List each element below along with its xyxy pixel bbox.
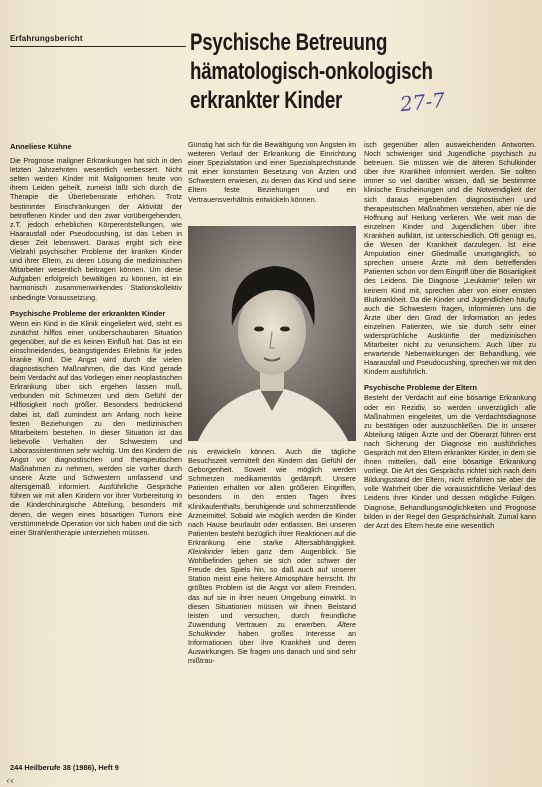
- handwritten-note: 27-7: [398, 87, 447, 117]
- header-rule: [10, 46, 186, 47]
- children-paragraph: Wenn ein Kind in die Klinik eingeliefert wird, steht es zunächst hilflos einer unüberschaubaren Situation gegenüber, auf die es keinen Einfluß hat. Das ist ein einschneidendes, beängstigendes Erlebnis für jedes kranke Kind. Die Angst wird durch die vielen diagnostischen Maßnahmen, die das Kind gerade beim Verdacht auf das Vorliegen einer neoplastischen Erkrankung über sich ergehen lassen muß, verbunden mit Schmerzen und dem Gefühl der Hilflosigkeit noch größer. Besonders bedrückend dabei ist, daß zumindest am Anfang noch keine festen Beziehungen zu den medizinischen Mitarbeitern bestehen. In dieser Situation ist das liebevolle Verhalten der Schwestern und Laborassistentinnen sehr wichtig. Um den Kindern die Angst vor diagnostischen und therapeutischen Maßnahmen zu nehmen, werden sie vorher durch unsere Ärzte und Schwestern umfassend und altersgemäß informiert. Ausführliche Gespräche führen wir mit allen Kindern vor ihrer Vorbereitung in die Kinderchirurgische Abteilung, besonders mit denen, die wegen eines bösartigen Tumors eine verstümmelnde Operation vor sich haben und die sich einer Strahlentherapie unterziehen müssen.: [10, 318, 182, 537]
- col2-bottom-paragraph: [188, 447, 356, 665]
- headline-line-2: hämatologisch-onkologisch: [190, 58, 433, 85]
- headline-line-3: erkrankter Kinder: [190, 87, 343, 114]
- intro-paragraph: Die Prognose maligner Erkrankungen hat sich in den letzten Jahrzehnten wesentlich verbessert. Nicht selten werden Kinder mit Malignomen heute von ihrem Leiden geheilt, zumeist läßt sich durch die Therapie die Überlebensrate erhöhen. Trotz bestimmter Einschränkungen der Aktivität der betroffenen Kinder und den zwar vorübergehenden, z.T. jedoch erheblichen Körperentstellungen, wie Haarausfall oder Pseudocushing, ist das Leben in dieser Zeit lebenswert. Daraus ergibt sich eine Vielzahl psychischer Probleme der kranken Kinder und ihrer Eltern, zu deren Lösung die medizinischen Mitarbeiter wesentlich beitragen können. Um diese Aufgaben erfolgreich bewältigen zu können, ist ein harmonisch zusammenwirkendes Stationskollektiv unbedingte Voraussetzung.: [10, 156, 182, 302]
- section-heading-parents: Psychische Probleme der Eltern: [364, 383, 477, 393]
- section-heading-children: Psychische Probleme der erkrankten Kinder: [10, 308, 166, 318]
- section-label: Erfahrungsbericht: [10, 34, 83, 43]
- col3-paragraph-2: Besteht der Verdacht auf eine bösartige Erkrankung oder ein Rezidiv, so werden unverzüglich alle Maßnahmen eingeleitet, um die Verdachtsdiagnose zu bestätigen oder auszuschließen. Die in unserer Abteilung tätigen Ärzte und der Oberarzt führen erst nach Sicherung der Diagnose ein ausführliches Gespräch mit den Eltern erkrankter Kinder, in dem sie ihnen mitteilen, daß eine bösartige Erkrankung vorliegt. Die Art des Gesprächs richtet sich nach dem Bildungsstand der Eltern, nicht erfahren sie aber die volle Wahrheit über die voraussichtliche Verlauf des Leidens ihrer Kinder und dessen mögliche Folgen. Diagnose, Behandlungsmöglichkeiten und Prognose bilden in der Regel den Gesprächsinhalt. Zumal kann der Arzt des Eltern heute eine wesentlich: [364, 393, 536, 530]
- author-name: Anneliese Kühne: [10, 142, 72, 151]
- column-2-top: [188, 140, 356, 220]
- margin-mark: ‹‹: [6, 776, 14, 787]
- col2-em-schulkinder: Ältere Schulkinder: [188, 619, 356, 638]
- col2-text-a: nis entwickeln können. Auch die tägliche Besuchszeit vermittelt den Kindern das Gefühl der Geborgenheit. Soweit wie möglich werden Schmerzen medikamentös gedämpft. Unsere Patienten erhalten vor allen größeren Eingriffen, besonders in den ersten Tagen ihres Klinikaufenthalts, beruhigende und schmerzstillende Arzneimittel. Sobald wie möglich werden die Kinder nach Hause beurlaubt oder entlassen. Bei unseren Patienten besteht bezüglich ihrer Reaktionen auf die Erkrankung eine starke Altersabhängigkeit.: [188, 447, 356, 547]
- column-2-bottom: [188, 447, 356, 755]
- column-1: [10, 140, 182, 755]
- page-footer: 244 Heilberufe 38 (1986), Heft 9: [10, 763, 119, 772]
- column-3: [364, 140, 536, 755]
- col3-paragraph-1: isch gegenüber allen ausweichenden Antworten. Noch schwieriger sind Jugendliche psychisch zu betreuen. Sie müssen wie die älteren Schulkinder über ihre Krankheit informiert werden. Sie sollten immer so viel darüber wissen, daß sie bestimmte klinische Erscheinungen und die Notwendigkeit der sich daraus ergebenden diagnostischen und therapeutischen Maßnahmen verstehen, aber nie die Hoffnung auf Heilung verlieren. Wie weit man die einzelnen Kinder und Jugendlichen über ihre Krankheit aufklärt, ist unterschiedlich. Oft genügt es, die Wesen der Krankheit darzulegen. Ist eine Amputation einer Gliedmaße unumgänglich, so sprechen unsere Ärzte mit dem betreffenden Patienten schon vor dem Eingriff über die Bösartigkeit des Leidens. Die Diagnose „Leukämie“ teilen wir keinem Kind mit, sprechen aber von einer ernsten Blutkrankheit. Da die Kinder und Jugendlichen häufig auch die Schwestern fragen, informieren uns die Ärzte über den Grad der Information an jedes einzelnen Patienten, wie sie durch sehr einer widersprüchliche Auskünfte der medizinischen Mitarbeiter nicht zu verunsichern. Auch über zu erwartende Nebenwirkungen der Behandlung, wie Haarausfall und Pseudocushing, sprechen wir mit den Kindern ausführlich.: [364, 140, 536, 377]
- portrait-image: [188, 226, 356, 441]
- col2-text-c: haben großes Interesse an Informationen über ihre Krankheit und deren Auswirkungen. Sie fragen uns danach und sind sehr mißtrau-: [188, 628, 356, 666]
- col2-text-b: leben ganz dem Augenblick. Sie Wohlbefinden gehen sie sich oder schwer der Freude des Spiels hin, so daß auch auf unserer Station meist eine heitere Atmosphäre herrscht. Ihr größtes Problem ist die Angst vor allem Fremden, das auf sie in ihrer neuen Umgebung einwirkt. In diesen Situationen müssen wir ihnen Beistand leisten und versuchen, durch freundliche Zuwendung Vertrauen zu erwerben.: [188, 547, 356, 629]
- col2-top-paragraph: Günstig hat sich für die Bewältigung von Ängsten im weiteren Verlauf der Erkrankung die Einrichtung einer Spezialstation und einer Spezialsprechstunde mit einer konstanten Besetzung von Ärzten und Schwestern erwiesen, zu denen das Kind und seine Eltern feste Beziehungen und ein Vertrauensverhältnis entwickeln können.: [188, 140, 356, 204]
- col2-em-kleinkinder: Kleinkinder: [188, 547, 224, 557]
- portrait-photo: [188, 226, 356, 441]
- headline-line-1: Psychische Betreuung: [190, 29, 388, 56]
